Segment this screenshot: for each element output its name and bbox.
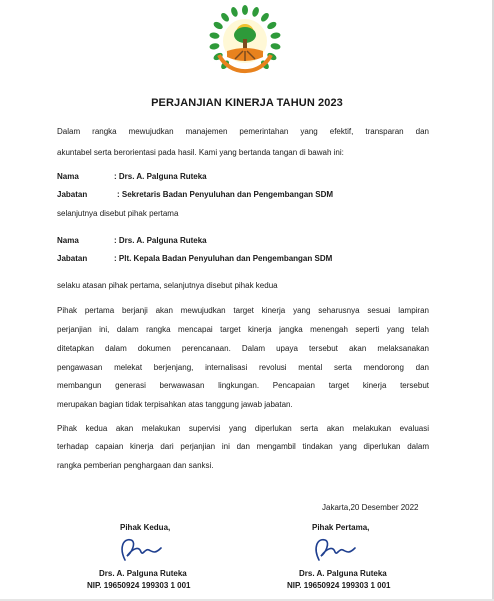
right-signature-icon	[311, 534, 363, 564]
paragraph2-line: rangka pemberian penghargaan dan sanksi.	[57, 461, 214, 470]
right-signer-role: Pihak Pertama,	[312, 523, 370, 532]
party2-designation: selaku atasan pihak pertama, selanjutnya disebut pihak kedua	[57, 281, 278, 290]
party2-name-value: : Drs. A. Palguna Ruteka	[114, 236, 207, 245]
left-signer-name: Drs. A. Palguna Ruteka	[99, 569, 187, 578]
left-signature-icon	[117, 534, 169, 564]
party2-position-value: : Plt. Kepala Badan Penyuluhan dan Pengembangan SDM	[114, 254, 333, 263]
paragraph2-line: Pihak kedua akan melakukan supervisi yang diperlukan serta akan melakukan evaluasi	[57, 424, 429, 433]
place-date: Jakarta,20 Desember 2022	[322, 503, 419, 512]
party1-name-label: Nama	[57, 172, 79, 181]
right-signer-name: Drs. A. Palguna Ruteka	[299, 569, 387, 578]
intro-line: Dalam rangka mewujudkan manajemen pemerintahan yang efektif, transparan dan	[57, 127, 429, 136]
paragraph1-line: merupakan bagian tidak terpisahkan atas tanggung jawab jabatan.	[57, 400, 293, 409]
party1-designation: selanjutnya disebut pihak pertama	[57, 209, 179, 218]
paragraph2-line: terhadap capaian kinerja dari perjanjian ini dan mengambil tindakan yang diperlukan dalam	[57, 442, 429, 451]
paragraph1-line: Pihak pertama berjanji akan mewujudkan target kinerja yang seharusnya sesuai lampiran	[57, 306, 429, 315]
party2-position-label: Jabatan	[57, 254, 88, 263]
paragraph1-line: perjanjian ini, dalam rangka mencapai target kinerja jangka menengah seperti yang telah	[57, 325, 429, 334]
paragraph1-line: ditetapkan dalam dokumen perencanaan. Dalam upaya tersebut akan melaksanakan	[57, 344, 429, 353]
left-signer-role: Pihak Kedua,	[120, 523, 171, 532]
party1-name-value: : Drs. A. Palguna Ruteka	[114, 172, 207, 181]
party1-position-value: : Sekretaris Badan Penyuluhan dan Pengembangan SDM	[117, 190, 334, 199]
right-signer-nip: NIP. 19650924 199303 1 001	[287, 581, 391, 590]
document-title: PERJANJIAN KINERJA TAHUN 2023	[151, 97, 343, 109]
paragraph1-line: pengawasan melekat berjenjang, internalisasi revolusi mental serta mendorong dan	[57, 363, 429, 372]
party2-name-label: Nama	[57, 236, 79, 245]
party1-position-label: Jabatan	[57, 190, 88, 199]
ministry-logo-icon	[209, 5, 281, 77]
paragraph1-line: membangun generasi berwawasan lingkungan. Pencapaian target kinerja tersebut	[57, 381, 429, 390]
left-signer-nip: NIP. 19650924 199303 1 001	[87, 581, 191, 590]
intro-line: akuntabel serta berorientasi pada hasil. Kami yang bertanda tangan di bawah ini:	[57, 148, 344, 157]
